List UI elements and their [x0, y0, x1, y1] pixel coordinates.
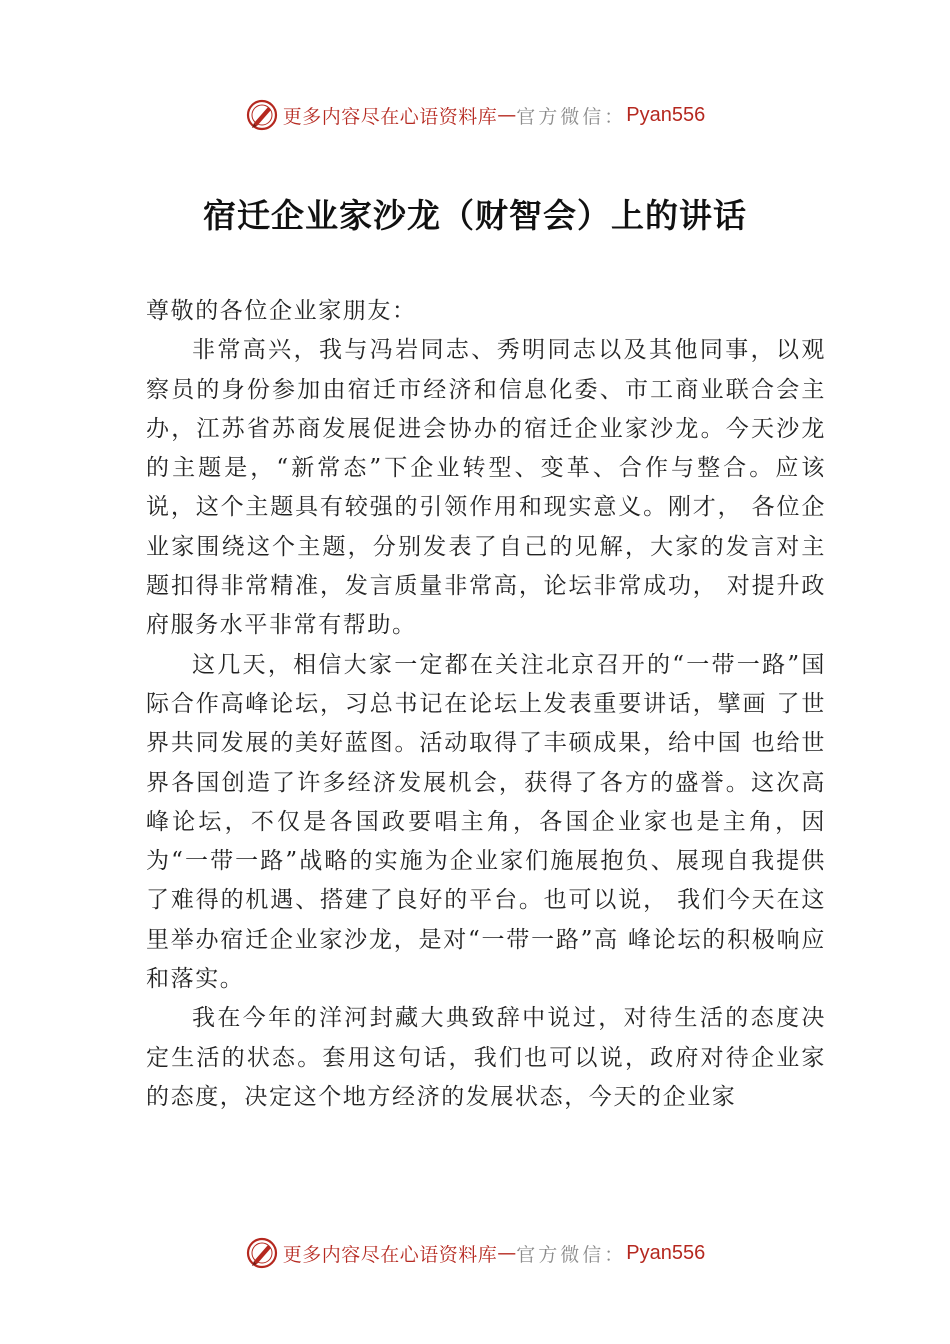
footer-wechat-id: Pyan556 — [626, 1241, 706, 1264]
pen-seal-icon — [245, 1236, 279, 1270]
header-dash: — — [497, 104, 517, 126]
document-title: 宿迁企业家沙龙（财智会）上的讲话 — [203, 196, 747, 235]
footer-dash: — — [497, 1242, 517, 1264]
salutation: 尊敬的各位企业家朋友： — [146, 298, 417, 324]
pen-seal-icon — [245, 98, 279, 132]
paragraph: 非常高兴，我与冯岩同志、秀明同志以及其他同事，以观察员的身份参加由宿迁市经济和信息化委、市工商业联合会主办，江苏省苏商发展促进会协办的宿迁企业家沙龙。今天沙龙的主题是，“新常态”下企业转型、变革、合作与整合。应该说，这个主题具有较强的引领作用和现实意义。刚才， 各位企业家围绕这个主题，分别发表了自己的见解，大家的发言对主题扣得非常精准，发言质量非常高，论坛非常成功， 对提升政府服务水平非常有帮助。 — [146, 337, 826, 639]
header-banner — [0, 95, 950, 135]
paragraph: 我在今年的洋河封藏大典致辞中说过，对待生活的态度决定生活的状态。套用这句话，我们也可以说，政府对待企业家的态度，决定这个地方经济的发展状态，今天的企业家 — [146, 1005, 826, 1110]
header-wechat-label: 官方微信： — [516, 105, 627, 128]
paragraph: 这几天，相信大家一定都在关注北京召开的“一带一路”国际合作高峰论坛，习总书记在论坛上发表重要讲话，擘画 了世界共同发展的美好蓝图。活动取得了丰硕成果，给中国 也给世界各国创造了许多经济发展机会，获得了各方的盛誉。这次高峰论坛，不仅是各国政要唱主角，各国企业家也是主角，因为“一带一路”战略的实施为企业家们施展抱负、展现自我提供了难得的机遇、搭建了良好的平台。也可以说， 我们今天在这里举办宿迁企业家沙龙，是对“一带一路”高 峰论坛的积极响应和落实。 — [146, 651, 826, 993]
footer-wechat-label: 官方微信： — [516, 1243, 627, 1266]
document-body — [146, 292, 826, 1117]
footer-slogan: 更多内容尽在心语资料库 — [282, 1243, 498, 1266]
footer-banner — [0, 1233, 950, 1273]
header-slogan: 更多内容尽在心语资料库 — [282, 105, 498, 128]
header-wechat-id: Pyan556 — [626, 103, 706, 126]
